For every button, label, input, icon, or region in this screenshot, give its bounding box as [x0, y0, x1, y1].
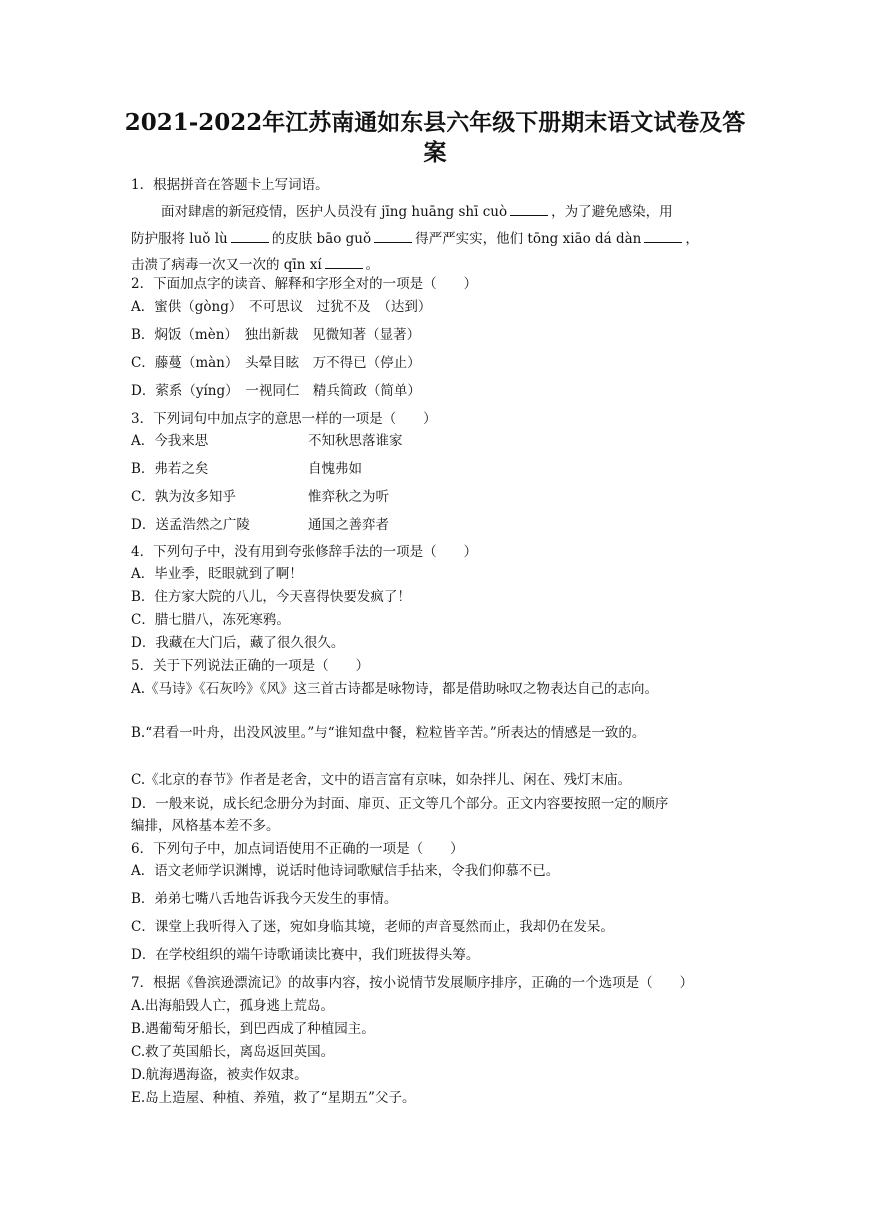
question-3-stem: 3．下列词句中加点字的意思一样的一项是（ ）: [131, 411, 437, 427]
question-5-option-d-line-1: D．一般来说，成长纪念册分为封面、扉页、正文等几个部分。正文内容要按照一定的顺序: [131, 796, 669, 812]
question-3-option-d-right: 通国之善弈者: [308, 517, 389, 533]
question-1-stem: 1．根据拼音在答题卡上写词语。: [131, 177, 329, 193]
question-2-option-a: A．蜜供（gòng） 不可思议 过犹不及 （达到）: [131, 299, 432, 315]
question-2-option-b: B．焖饭（mèn） 独出新裁 见微知著（显著）: [131, 327, 421, 343]
question-4-stem: 4．下列句子中，没有用到夸张修辞手法的一项是（ ）: [131, 544, 478, 560]
question-2-option-c: C．藤蔓（màn） 头晕目眩 万不得已（停止）: [131, 355, 421, 371]
answer-blank-1[interactable]: [510, 203, 548, 216]
question-6-option-d: D．在学校组织的端午诗歌诵读比赛中，我们班拔得头筹。: [131, 947, 480, 963]
question-7-stem: 7．根据《鲁滨逊漂流记》的故事内容，按小说情节发展顺序排序，正确的一个选项是（ ）: [131, 975, 694, 991]
question-7-option-d: D.航海遇海盗，被卖作奴隶。: [131, 1067, 308, 1083]
question-6-option-a: A．语文老师学识渊博，说话时他诗词歌赋信手拈来，令我们仰慕不已。: [131, 863, 560, 879]
question-3-option-c: C．孰为汝多知乎: [131, 489, 236, 505]
question-3-option-c-right: 惟弈秋之为听: [308, 489, 389, 505]
question-3-option-b: B．弗若之矣: [131, 461, 209, 477]
question-2-option-d: D．萦系（yíng） 一视同仁 精兵简政（简单）: [131, 383, 421, 399]
answer-blank-3[interactable]: [374, 230, 412, 243]
question-5-option-d-line-2: 编排，风格基本差不多。: [131, 818, 280, 834]
question-5-option-b: B.“君看一叶舟，出没风波里。”与“谁知盘中餐，粒粒皆辛苦。”所表达的情感是一致的。: [131, 725, 646, 741]
question-5-option-c: C.《北京的春节》作者是老舍，文中的语言富有京味，如杂拌儿、闲在、残灯末庙。: [131, 772, 632, 788]
question-1-line-1: 面对肆虐的新冠疫情，医护人员没有 jīng huāng shī cuò ，为了避免感染，用: [161, 204, 673, 220]
question-6-stem: 6．下列句子中，加点词语使用不正确的一项是（ ）: [131, 841, 464, 857]
question-2-stem: 2．下面加点字的读音、解释和字形全对的一项是（ ）: [131, 276, 478, 292]
question-7-option-e: E.岛上造屋、种植、养殖，救了“星期五”父子。: [131, 1090, 416, 1106]
question-6-option-c: C．课堂上我听得入了迷，宛如身临其境，老师的声音戛然而止，我却仍在发呆。: [131, 919, 614, 935]
question-4-option-d: D．我藏在大门后，藏了很久很久。: [131, 635, 345, 651]
question-7-option-c: C.救了英国船长，离岛返回英国。: [131, 1044, 335, 1060]
question-7-option-b: B.遇葡萄牙船长，到巴西成了种植园主。: [131, 1021, 375, 1037]
question-3-option-b-right: 自愧弗如: [308, 461, 362, 477]
question-3-option-d: D．送孟浩然之广陵: [131, 517, 250, 533]
question-1-line-2: 防护服将 luǒ lù 的皮肤 bāo guǒ 得严严实实，他们 tōng xiāo dá dàn ，: [131, 231, 699, 247]
answer-blank-2[interactable]: [231, 230, 269, 243]
answer-blank-4[interactable]: [644, 230, 682, 243]
question-3-option-a: A．今我来思: [131, 433, 209, 449]
page-title: 2021-2022年江苏南通如东县六年级下册期末语文试卷及答案: [124, 109, 746, 166]
question-7-option-a: A.出海船毁人亡，孤身逃上荒岛。: [131, 998, 335, 1014]
question-4-option-b: B．住方家大院的八儿，今天喜得快要发疯了！: [131, 589, 411, 605]
question-3-option-a-right: 不知秋思落谁家: [308, 433, 403, 449]
answer-blank-5[interactable]: [325, 256, 363, 269]
question-5-stem: 5．关于下列说法正确的一项是（ ）: [131, 658, 370, 674]
question-4-option-a: A．毕业季，眨眼就到了啊！: [131, 566, 303, 582]
question-6-option-b: B．弟弟七嘴八舌地告诉我今天发生的事情。: [131, 891, 398, 907]
question-5-option-a: A.《马诗》《石灰吟》《风》这三首古诗都是咏物诗，都是借助咏叹之物表达自己的志向。: [131, 681, 659, 697]
question-4-option-c: C．腊七腊八，冻死寒鸦。: [131, 612, 290, 628]
question-1-line-3: 击溃了病毒一次又一次的 qīn xí 。: [131, 257, 380, 273]
